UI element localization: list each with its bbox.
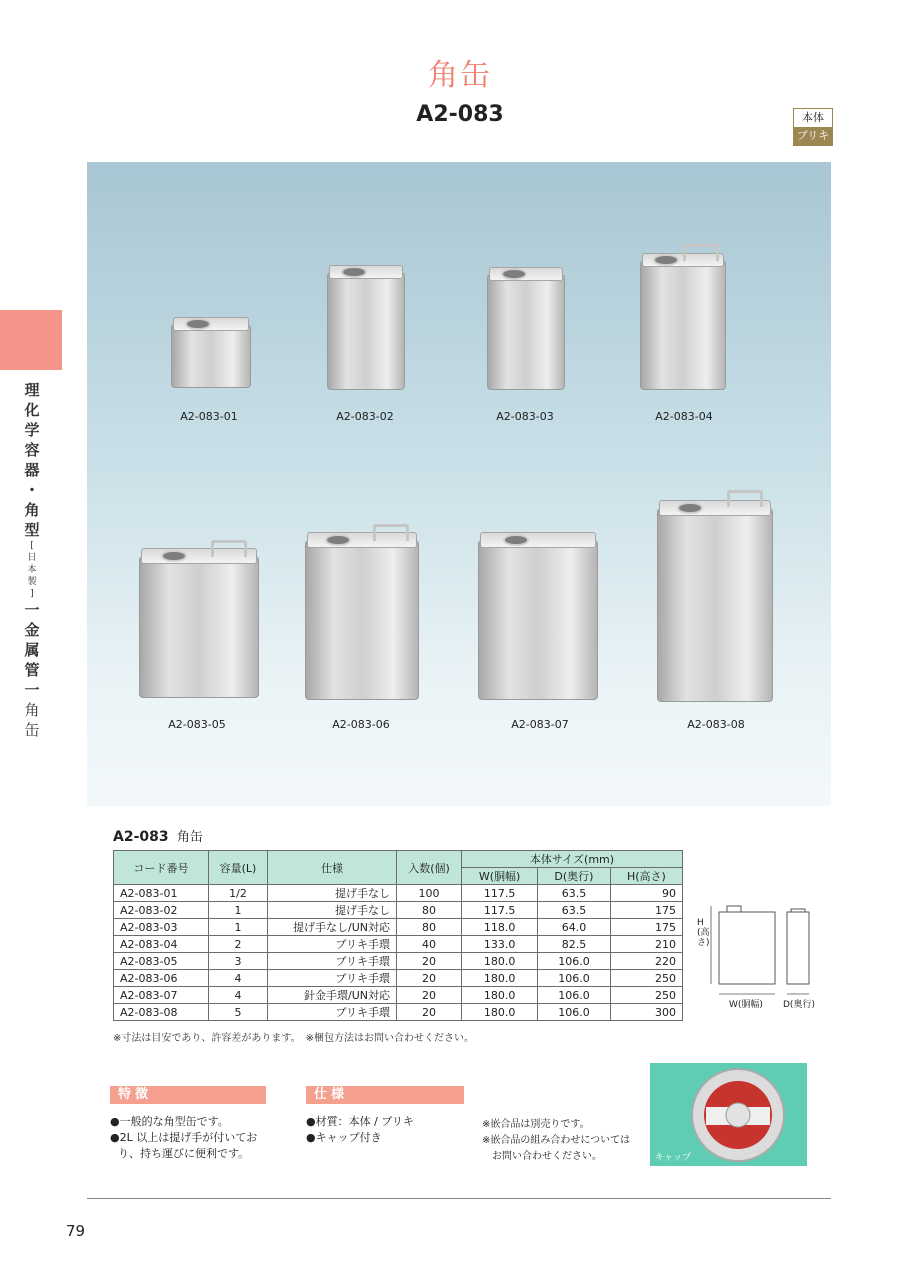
table-cell: 250 — [610, 970, 682, 987]
table-cell: 250 — [610, 987, 682, 1004]
product-photo — [87, 162, 831, 806]
spout-icon — [161, 550, 187, 562]
side-subcategory: 金 属 管 — [24, 621, 40, 679]
table-cell: 63.5 — [538, 885, 611, 902]
features-heading: 特徴 — [110, 1086, 266, 1104]
table-cell: 提げ手なし/UN対応 — [268, 919, 397, 936]
spec-item: ●材質：本体 / ブリキ — [306, 1115, 414, 1128]
side-category-text — [18, 380, 46, 740]
table-cell: A2-083-03 — [114, 919, 209, 936]
table-cell: 106.0 — [538, 970, 611, 987]
can-image — [327, 272, 405, 390]
table-cell: 133.0 — [462, 936, 538, 953]
page-number: 79 — [66, 1222, 86, 1240]
feature-item: ●2L 以上は提げ手が付いてお — [110, 1131, 258, 1144]
note-item: ※嵌合品は別売りです。 — [482, 1119, 590, 1130]
table-cell: 1 — [209, 919, 268, 936]
side-category: 理 化 学 容 器 ・ 角 型 — [24, 381, 40, 539]
header-qty: 入数(個) — [397, 851, 462, 885]
table-cell: 3 — [209, 953, 268, 970]
table-cell: 63.5 — [538, 902, 611, 919]
table-cell: 80 — [397, 919, 462, 936]
header-code: コード番号 — [114, 851, 209, 885]
table-cell: 106.0 — [538, 953, 611, 970]
can-image — [305, 540, 419, 700]
table-cell: 4 — [209, 970, 268, 987]
side-tab-marker — [0, 310, 62, 370]
spout-icon — [653, 254, 679, 266]
product-code: A2-083 — [416, 102, 504, 127]
material-badge — [793, 108, 833, 146]
table-cell: 20 — [397, 970, 462, 987]
table-cell: 提げ手なし — [268, 902, 397, 919]
can-top — [480, 532, 596, 548]
dimension-diagram — [695, 898, 825, 1018]
header-d: D(奥行) — [538, 868, 611, 885]
table-cell: 180.0 — [462, 970, 538, 987]
cap-label: キャップ — [655, 1153, 692, 1163]
note-item: お問い合わせください。 — [492, 1151, 602, 1162]
height-label: H(高さ) — [697, 918, 710, 948]
table-cell: 1 — [209, 902, 268, 919]
table-cell: 106.0 — [538, 987, 611, 1004]
spout-icon — [503, 534, 529, 546]
notes-text — [482, 1117, 652, 1165]
table-cell: 180.0 — [462, 1004, 538, 1021]
spec-table — [113, 850, 683, 1021]
table-title-name: 角缶 — [176, 830, 203, 845]
header-w: W(胴幅) — [462, 868, 538, 885]
table-cell: 106.0 — [538, 1004, 611, 1021]
feature-item: ●一般的な角型缶です。 — [110, 1115, 229, 1128]
table-cell: A2-083-02 — [114, 902, 209, 919]
table-row — [114, 885, 683, 902]
table-cell: A2-083-06 — [114, 970, 209, 987]
table-row — [114, 902, 683, 919]
can-image — [478, 540, 598, 700]
table-cell: 90 — [610, 885, 682, 902]
width-label: W(胴幅) — [729, 1000, 763, 1010]
feature-item: り、持ち運びに便利です。 — [118, 1147, 250, 1160]
can-image — [640, 260, 726, 390]
depth-label: D(奥行) — [783, 1000, 815, 1010]
table-cell: A2-083-08 — [114, 1004, 209, 1021]
table-cell: 82.5 — [538, 936, 611, 953]
note-item: ※嵌合品の組み合わせについては — [482, 1135, 631, 1146]
specs-heading: 仕様 — [306, 1086, 464, 1104]
table-note: ※寸法は目安であり、許容差があります。 ※梱包方法はお問い合わせください。 — [113, 1033, 474, 1044]
spout-icon — [185, 318, 211, 330]
table-row — [114, 1004, 683, 1021]
table-cell: 4 — [209, 987, 268, 1004]
product-label: A2-083-05 — [168, 718, 226, 731]
side-dash: 一 — [24, 681, 40, 699]
handle-icon — [727, 490, 763, 507]
specs-text — [306, 1114, 476, 1146]
table-cell: A2-083-05 — [114, 953, 209, 970]
table-title — [113, 826, 203, 845]
spout-icon — [341, 266, 367, 278]
header-capacity: 容量(L) — [209, 851, 268, 885]
spout-icon — [501, 268, 527, 280]
table-cell: 180.0 — [462, 987, 538, 1004]
table-cell: 300 — [610, 1004, 682, 1021]
spout-icon — [325, 534, 351, 546]
table-title-code: A2-083 — [113, 829, 169, 845]
side-dash: 一 — [24, 601, 40, 619]
table-row — [114, 936, 683, 953]
table-cell: 118.0 — [462, 919, 538, 936]
table-cell: 5 — [209, 1004, 268, 1021]
table-cell: 100 — [397, 885, 462, 902]
table-cell: 117.5 — [462, 902, 538, 919]
table-cell: ブリキ手環 — [268, 936, 397, 953]
table-cell: A2-083-04 — [114, 936, 209, 953]
can-image — [487, 274, 565, 390]
handle-icon — [373, 524, 409, 541]
can-image — [171, 324, 251, 388]
table-cell: ブリキ手環 — [268, 1004, 397, 1021]
table-cell: 180.0 — [462, 953, 538, 970]
table-row — [114, 970, 683, 987]
table-cell: 20 — [397, 987, 462, 1004]
product-label: A2-083-08 — [687, 718, 745, 731]
table-cell: ブリキ手環 — [268, 970, 397, 987]
product-label: A2-083-03 — [496, 410, 554, 423]
table-cell: 175 — [610, 902, 682, 919]
product-label: A2-083-07 — [511, 718, 569, 731]
spec-item: ●キャップ付き — [306, 1131, 382, 1144]
table-cell: ブリキ手環 — [268, 953, 397, 970]
table-cell: 1/2 — [209, 885, 268, 902]
table-cell: 220 — [610, 953, 682, 970]
table-cell: 210 — [610, 936, 682, 953]
header-spec: 仕様 — [268, 851, 397, 885]
table-cell: A2-083-01 — [114, 885, 209, 902]
badge-bottom-label: ブリキ — [794, 127, 832, 145]
header-h: H(高さ) — [610, 868, 682, 885]
table-cell: 針金手環/UN対応 — [268, 987, 397, 1004]
product-label: A2-083-02 — [336, 410, 394, 423]
footer-divider — [87, 1198, 831, 1199]
table-cell: 提げ手なし — [268, 885, 397, 902]
table-cell: 20 — [397, 953, 462, 970]
can-image — [657, 508, 773, 702]
table-cell: 175 — [610, 919, 682, 936]
product-label: A2-083-04 — [655, 410, 713, 423]
handle-icon — [211, 540, 247, 557]
side-item: 角 缶 — [24, 701, 40, 739]
spout-icon — [677, 502, 703, 514]
side-made-in: [ 日 本 製 ] — [27, 541, 37, 599]
features-text — [110, 1114, 280, 1162]
table-row — [114, 919, 683, 936]
table-row — [114, 953, 683, 970]
product-label: A2-083-06 — [332, 718, 390, 731]
table-cell: 20 — [397, 1004, 462, 1021]
handle-icon — [683, 244, 719, 261]
can-image — [139, 556, 259, 698]
page-title: 角缶 — [428, 58, 492, 93]
product-label: A2-083-01 — [180, 410, 238, 423]
table-cell: A2-083-07 — [114, 987, 209, 1004]
badge-top-label: 本体 — [794, 109, 832, 127]
table-cell: 64.0 — [538, 919, 611, 936]
table-cell: 117.5 — [462, 885, 538, 902]
table-cell: 2 — [209, 936, 268, 953]
table-cell: 80 — [397, 902, 462, 919]
table-cell: 40 — [397, 936, 462, 953]
table-row — [114, 987, 683, 1004]
header-size: 本体サイズ(mm) — [462, 851, 683, 868]
